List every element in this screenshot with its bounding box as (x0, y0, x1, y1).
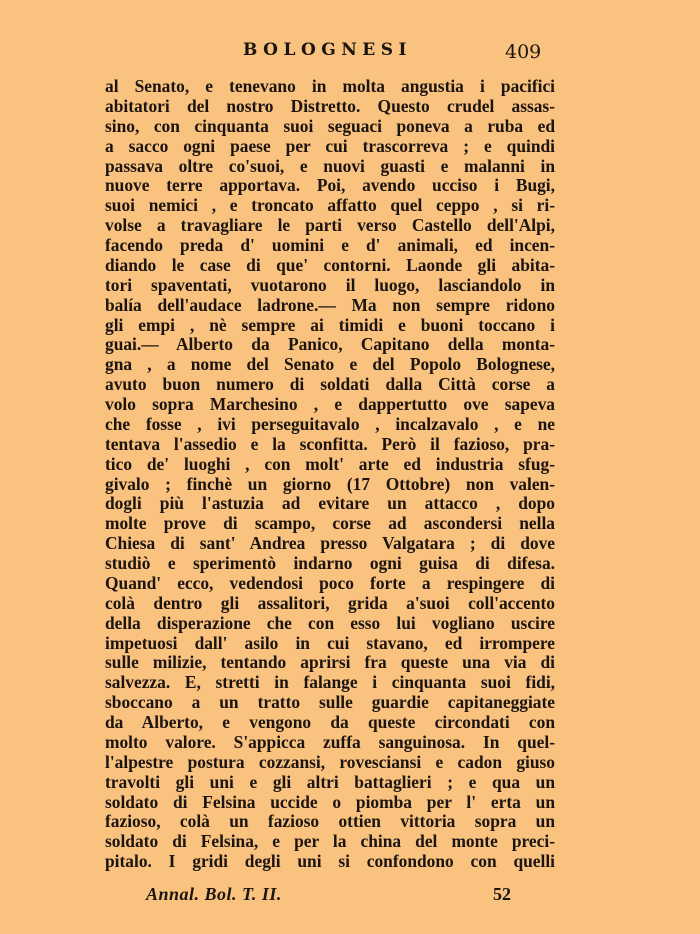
text-line: avuto buon numero di soldati dalla Città corse a (105, 374, 555, 395)
text-line: tico de' luoghi , con molt' arte ed industria sfug- (105, 453, 555, 474)
text-line: facendo preda d' uomini e d' animali, ed incen- (105, 235, 555, 255)
text-line: al Senato, e tenevano in molta angustia i pacifici (105, 76, 555, 96)
text-line: della disperazione che con esso lui vogliano uscire (105, 612, 555, 633)
text-line: gna , a nome del Senato e del Popolo Bolognese, (105, 354, 555, 375)
text-line: guai.— Alberto da Panico, Capitano della monta- (105, 334, 555, 355)
running-head (0, 40, 700, 66)
text-line: fazioso, colà un fazioso ottien vittoria sopra un (105, 811, 555, 832)
text-line: soldato di Felsina uccide o piomba per l' erta un (105, 791, 555, 812)
text-line: colà dentro gli assalitori, grida a'suoi coll'accento (105, 592, 555, 613)
text-line: tentava l'assedio e la sconfitta. Però il fazioso, pra- (105, 433, 555, 454)
text-line: abitatori del nostro Distretto. Questo crudel assas- (105, 95, 555, 116)
page-number: 409 (505, 41, 542, 63)
text-line: dogli più l'astuzia ad evitare un attacco , dopo (105, 493, 555, 514)
text-line: studiò e sperimentò indarno ogni guisa di difesa. (105, 553, 555, 573)
text-line: impetuosi dall' asilo in cui stavano, ed irrompere (105, 632, 555, 653)
text-line: gli empi , nè sempre ai timidi e buoni toccano i (105, 314, 555, 335)
text-line: diando le case di que' contorni. Laonde gli abita- (105, 254, 555, 275)
text-line: nuove terre apportava. Poi, avendo ucciso i Bugi, (105, 175, 555, 196)
text-line: molte prove di scampo, corse ad ascondersi nella (105, 513, 555, 534)
text-line: tori spaventati, vuotarono il luogo, lasciandolo in (105, 274, 555, 295)
text-line: suoi nemici , e troncato affatto quel ceppo , si ri- (105, 195, 555, 216)
sheet-number: 52 (493, 884, 511, 904)
text-line: da Alberto, e vengono da queste circondati con (105, 712, 555, 732)
text-line: Quand' ecco, vedendosi poco forte a respingere di (105, 572, 555, 593)
text-line: salvezza. E, stretti in falange i cinquanta suoi fidi, (105, 672, 555, 693)
text-line: balía dell'audace ladrone.— Ma non sempre ridono (105, 294, 555, 315)
text-line: che fosse , ivi perseguitavalo , incalzavalo , e ne (105, 413, 555, 434)
text-line: l'alpestre postura cozzansi, rovesciansi e cadon giuso (105, 751, 555, 772)
text-line: a sacco ogni paese per cui trascorreva ; e quindi (105, 135, 555, 156)
text-line: givalo ; finchè un giorno (17 Ottobre) non valen- (105, 473, 555, 494)
text-line: volse a travagliare le parti verso Castello dell'Alpi, (105, 215, 555, 236)
text-line: passava oltre co'suoi, e nuovi guasti e malanni in (105, 155, 555, 176)
page-footer (0, 884, 700, 908)
text-line: soldato di Felsina, e per la china del monte preci- (105, 831, 555, 852)
text-line: sulle milizie, tentando aprirsi fra queste una via di (105, 652, 555, 673)
text-line: volo sopra Marchesino , e dappertutto ove sapeva (105, 394, 555, 414)
text-line: sboccano a un tratto sulle guardie capitaneggiate (105, 692, 555, 713)
text-line: pitalo. I gridi degli uni si confondono con quelli (105, 851, 555, 872)
body-text (105, 77, 555, 872)
running-title: BOLOGNESI (243, 40, 412, 60)
text-line: travolti gli uni e gli altri battaglieri ; e qua un (105, 771, 555, 792)
text-line: Chiesa di sant' Andrea presso Valgatara ; di dove (105, 533, 555, 554)
text-line: sino, con cinquanta suoi seguaci poneva a ruba ed (105, 115, 555, 136)
signature-mark: Annal. Bol. T. II. (146, 884, 282, 904)
text-line: molto valore. S'appicca zuffa sanguinosa. In quel- (105, 731, 555, 752)
